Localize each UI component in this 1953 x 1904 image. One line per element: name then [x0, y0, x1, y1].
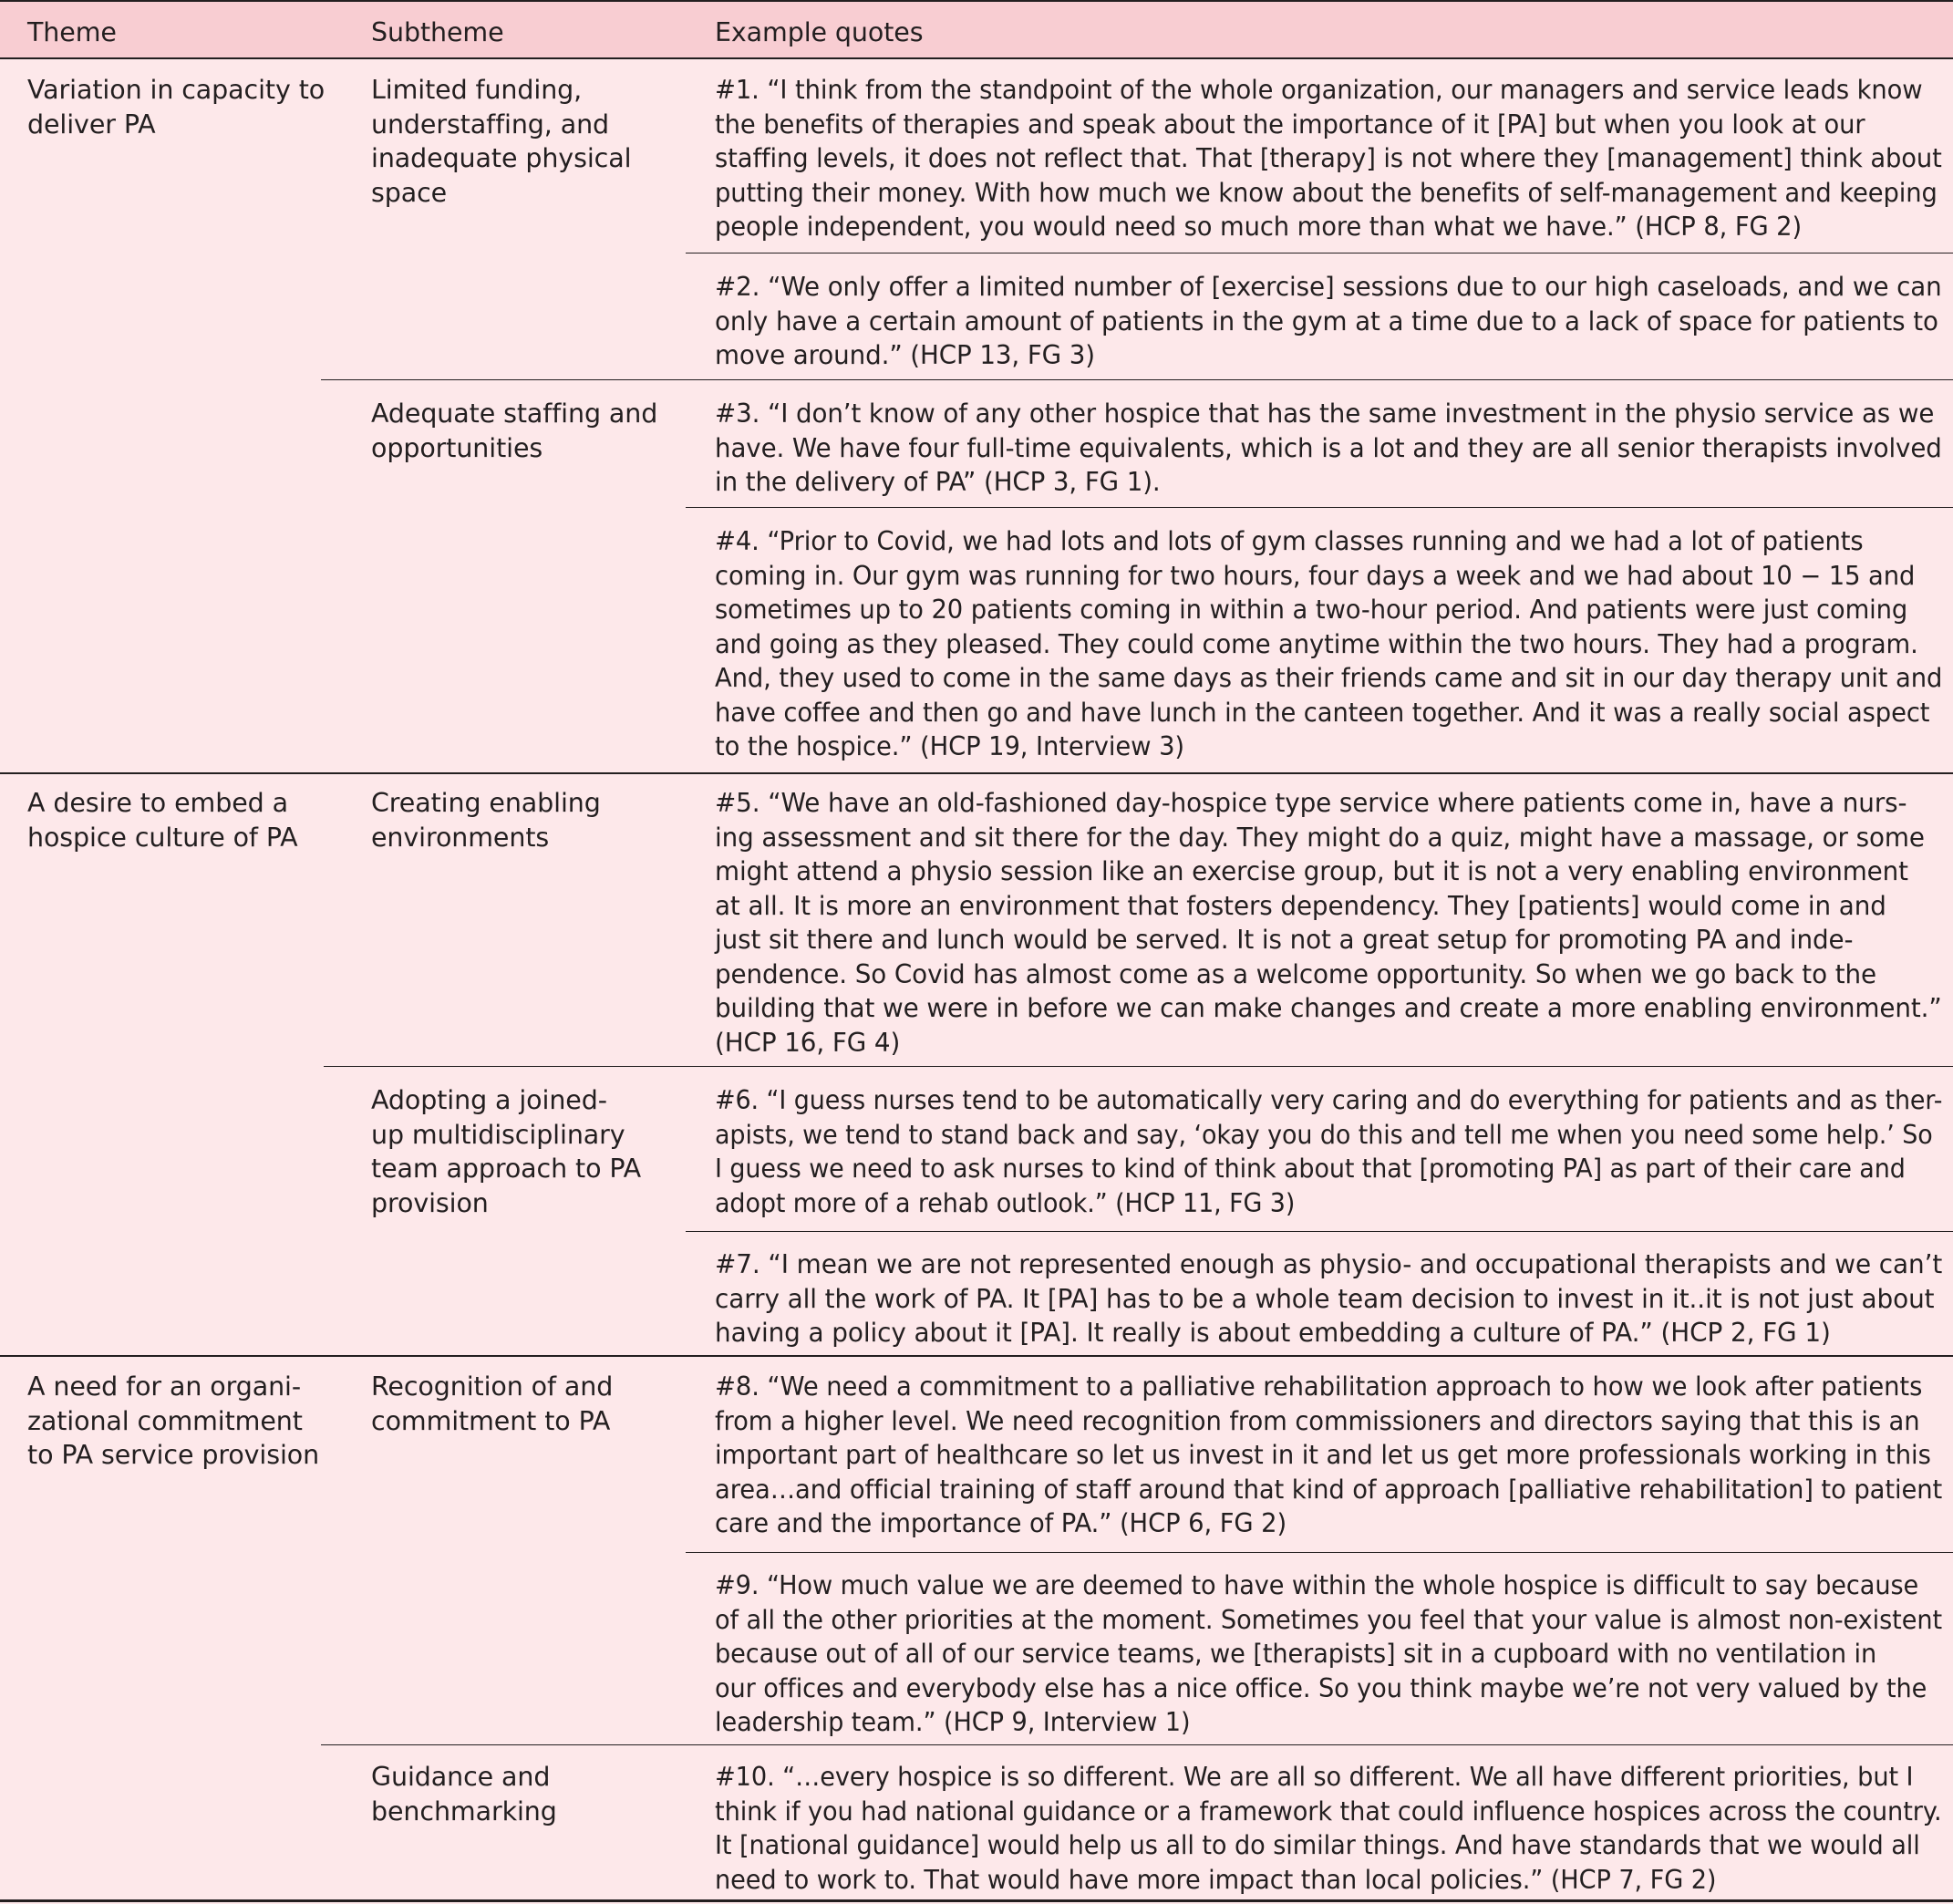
quote-cell: #7. “I mean we are not represented enough as physio- and occupational therapists and we can’t carry all the work of PA. It [PA] has to be a whole team decision to invest in it..it is not just about having a policy about it [PA]. It really is about embedding a culture of PA.” (HCP 2, FG 1) — [715, 1249, 1943, 1348]
subtheme-divider — [324, 1066, 1953, 1067]
theme-divider — [0, 1355, 1953, 1357]
subtheme-cell: Adequate staffing and opportunities — [371, 398, 658, 463]
subtheme-cell: Guidance and benchmarking — [371, 1762, 557, 1826]
quote-cell: #1. “I think from the standpoint of the whole organization, our managers and service leads know the benefits of therapies and speak about the importance of it [PA] but when you look at our staffing levels, it does not reflect that. That [therapy] is not where they [management] think about putting their money. With how much we know about the benefits of self-management and keeping people independent, you would need so much more than what we have.” (HCP 8, FG 2) — [715, 75, 1942, 242]
table-top-rule — [0, 0, 1953, 2]
quote-divider — [686, 507, 1953, 508]
quote-cell: #4. “Prior to Covid, we had lots and lots of gym classes running and we had a lot of patients coming in. Our gym was running for two hours, four days a week and we had about 10 − 15 and sometimes up to 20 patients coming in within a two-hour period. And patients were just coming and going as they pleased. They could come anytime within the two hours. They had a program. And, they used to come in the same days as their friends came and sit in our day therapy unit and have coffee and then go and have lunch in the canteen together. And it was a really social aspect to the hospice.” (HCP 19, Interview 3) — [715, 526, 1943, 761]
theme-cell: A need for an organi- zational commitment to PA service provision — [27, 1371, 320, 1470]
header-example-quotes: Example quotes — [715, 17, 924, 47]
header-subtheme: Subtheme — [371, 17, 504, 47]
quote-cell: #8. “We need a commitment to a palliative rehabilitation approach to how we look after patients from a higher level. We need recognition from commissioners and directors saying that this is an important part of healthcare so let us invest in it and let us get more professionals working in this area…and official training of staff around that kind of approach [palliative rehabilitation] to patient care and the importance of PA.” (HCP 6, FG 2) — [715, 1371, 1943, 1538]
quote-cell: #5. “We have an old-fashioned day-hospice type service where patients come in, have a nurs- ing assessment and sit there for the day. They might do a quiz, might have a massage, or some might attend a physio session like an exercise group, but it is not a very enabling environment at all. It is more an environment that fosters dependency. They [patients] would come in and just sit there and lunch would be served. It is not a great setup for promoting PA and inde- pendence. So Covid has almost come as a welcome opportunity. So when we go back to the building that we were in before we can make changes and create a more enabling environment.” (HCP 16, FG 4) — [715, 788, 1942, 1058]
table-header-row — [0, 0, 1953, 58]
quote-divider — [686, 1552, 1953, 1553]
subtheme-cell: Limited funding, understaffing, and inadequate physical space — [371, 75, 632, 208]
theme-cell: A desire to embed a hospice culture of PA — [27, 788, 298, 853]
quote-cell: #3. “I don’t know of any other hospice that has the same investment in the physio service as we have. We have four full-time equivalents, which is a lot and they are all senior therapists involved in the delivery of PA” (HCP 3, FG 1). — [715, 398, 1942, 497]
subtheme-cell: Creating enabling environments — [371, 788, 601, 853]
quote-cell: #6. “I guess nurses tend to be automatically very caring and do everything for patients and as ther- apists, we tend to stand back and say, ‘okay you do this and tell me when you need some help.’ So I guess we need to ask nurses to kind of think about that [promoting PA] as part of their care and adopt more of a rehab outlook.” (HCP 11, FG 3) — [715, 1085, 1943, 1218]
table-bottom-rule — [0, 1899, 1953, 1902]
theme-cell: Variation in capacity to deliver PA — [27, 75, 326, 140]
quote-divider — [686, 1231, 1953, 1232]
quote-cell: #2. “We only offer a limited number of [exercise] sessions due to our high caseloads, and we can only have a certain amount of patients in the gym at a time due to a lack of space for patients to move around.” (HCP 13, FG 3) — [715, 272, 1942, 370]
subtheme-divider — [321, 379, 1953, 380]
header-theme: Theme — [27, 17, 117, 47]
subtheme-cell: Recognition of and commitment to PA — [371, 1371, 614, 1436]
subtheme-divider — [321, 1744, 1953, 1745]
quote-divider — [686, 253, 1953, 254]
theme-divider — [0, 772, 1953, 774]
quote-cell: #10. “…every hospice is so different. We are all so different. We all have different priorities, but I think if you had national guidance or a framework that could influence hospices across the country. It [national guidance] would help us all to do similar things. And have standards that we would all need to work to. That would have more impact than local policies.” (HCP 7, FG 2) — [715, 1762, 1942, 1895]
subtheme-cell: Adopting a joined- up multidisciplinary team approach to PA provision — [371, 1085, 642, 1218]
quote-cell: #9. “How much value we are deemed to have within the whole hospice is difficult to say because of all the other priorities at the moment. Sometimes you feel that your value is almost non-existent because out of all of our service teams, we [therapists] sit in a cupboard with no ventilation in our offices and everybody else has a nice office. So you think maybe we’re not very valued by the leadership team.” (HCP 9, Interview 1) — [715, 1570, 1943, 1737]
header-rule — [0, 57, 1953, 59]
